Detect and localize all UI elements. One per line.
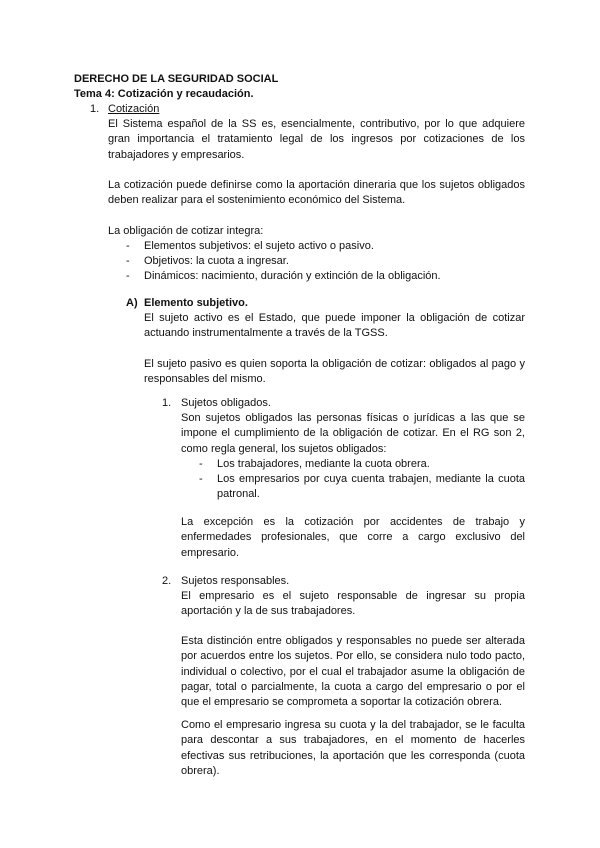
subsection-paragraph-2: El sujeto pasivo es quien soporta la obligación de cotizar: obligados al pago y responsables del mismo. bbox=[144, 358, 525, 386]
document-title: DERECHO DE LA SEGURIDAD SOCIAL bbox=[74, 73, 279, 85]
item-paragraph-1: El empresario es el sujeto responsable de ingresar su propia aportación y la de sus trabajadores. bbox=[181, 590, 525, 618]
list-item: Los trabajadores, mediante la cuota obrera. bbox=[217, 458, 430, 470]
subsection-label: A) bbox=[126, 297, 138, 309]
section-paragraph-1: El Sistema español de la SS es, esencialmente, contributivo, por lo que adquiere gran importancia el tratamiento legal de los ingresos por cotizaciones de los trabajadores y empresarios. bbox=[108, 118, 525, 161]
item-paragraph-3: Como el empresario ingresa su cuota y la del trabajador, se le faculta para descontar a sus trabajadores, en el momento de hacerles efectivas sus retribuciones, la aportación que les corresponda (cuota obrera). bbox=[181, 719, 525, 777]
bullet-dash: - bbox=[126, 255, 130, 267]
bullet-dash: - bbox=[199, 458, 203, 470]
list-item: Los empresarios por cuya cuenta trabajen, mediante la cuota patronal. bbox=[217, 473, 525, 501]
item-paragraph-1: Son sujetos obligados las personas físicas o jurídicas a las que se impone el cumplimiento de la obligación de cotizar. En el RG son 2, como regla general, los sujetos obligados: bbox=[181, 412, 525, 455]
section-number: 1. bbox=[90, 103, 100, 115]
list-item: Objetivos: la cuota a ingresar. bbox=[144, 255, 289, 267]
section-paragraph-2: La cotización puede definirse como la aportación dineraria que los sujetos obligados deben realizar para el sostenimiento económico del Sistema. bbox=[108, 179, 525, 207]
item-heading: Sujetos responsables. bbox=[181, 575, 290, 587]
bullet-dash: - bbox=[126, 270, 130, 282]
subsection-paragraph-1: El sujeto activo es el Estado, que puede imponer la obligación de cotizar actuando instrumentalmente a través de la TGSS. bbox=[144, 312, 525, 340]
section-heading: Cotización bbox=[108, 103, 160, 115]
item-paragraph-2: Esta distinción entre obligados y responsables no puede ser alterada por acuerdos entre los sujetos. Por ello, se considera nulo todo pacto, individual o colectivo, por el cual el trabajador asume la obligación de pagar, total o parcialmente, la cuota a cargo del empresario o por el que el empresario se comprometa a soportar la cotización obrera. bbox=[181, 635, 525, 709]
item-number: 2. bbox=[162, 575, 172, 587]
list-item: Elementos subjetivos: el sujeto activo o pasivo. bbox=[144, 240, 374, 252]
document-subtitle: Tema 4: Cotización y recaudación. bbox=[74, 88, 254, 100]
bullet-dash: - bbox=[199, 473, 203, 485]
list-item: Dinámicos: nacimiento, duración y extinción de la obligación. bbox=[144, 270, 441, 282]
item-heading: Sujetos obligados. bbox=[181, 397, 271, 409]
item-number: 1. bbox=[162, 397, 172, 409]
section-paragraph-3: La obligación de cotizar integra: bbox=[108, 225, 264, 237]
item-paragraph-2: La excepción es la cotización por accidentes de trabajo y enfermedades profesionales, que corre a cargo exclusivo del empresario. bbox=[181, 516, 525, 559]
subsection-heading: Elemento subjetivo. bbox=[144, 297, 248, 309]
bullet-dash: - bbox=[126, 240, 130, 252]
